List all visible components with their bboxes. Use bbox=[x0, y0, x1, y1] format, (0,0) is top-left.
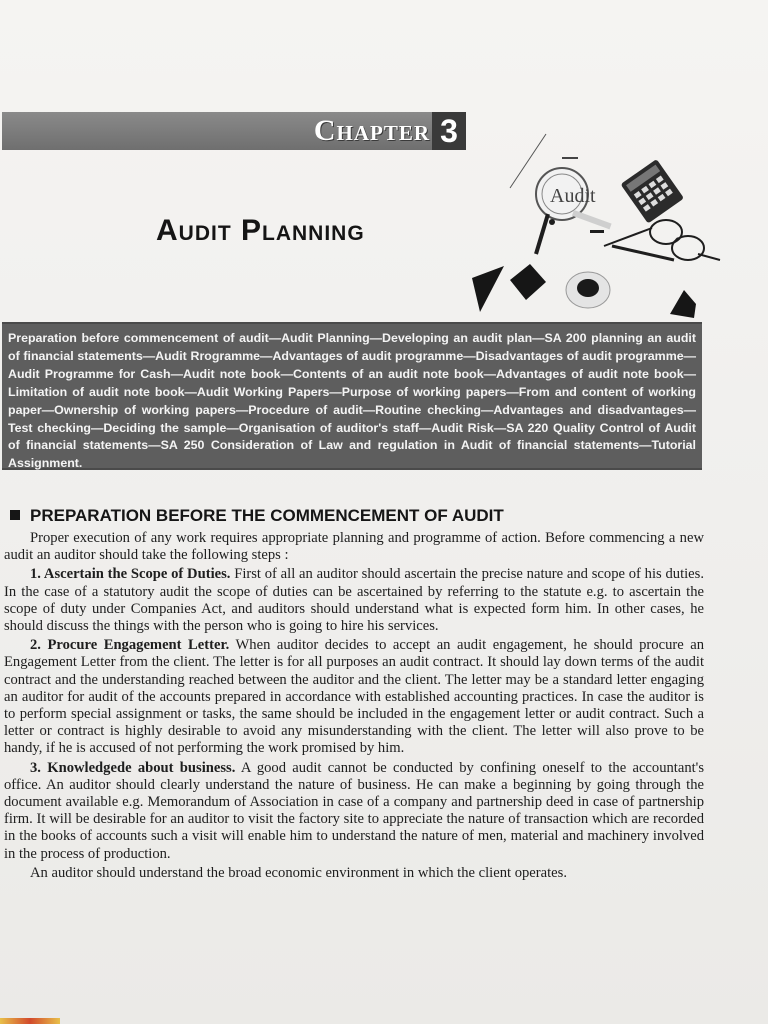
point-title-1: 1. Ascertain the Scope of Duties. bbox=[30, 566, 231, 583]
phone-icon bbox=[472, 266, 504, 312]
section-heading bbox=[10, 506, 730, 526]
point-title-2: 2. Procure Engagement Letter. bbox=[30, 637, 230, 654]
point-title-3: 3. Knowledgede about business. bbox=[30, 759, 236, 776]
closing-paragraph: An auditor should understand the broad economic environment in which the client operates. bbox=[30, 864, 567, 881]
chapter-topics-box bbox=[2, 322, 702, 470]
square-bullet-icon bbox=[10, 510, 20, 520]
pencil-icon bbox=[612, 246, 674, 260]
calculator-icon bbox=[621, 159, 685, 224]
chapter-topics-text: Preparation before commencement of audit—Audit Planning—Developing an audit plan—SA 200 planning an audit of financial statements—Audit Rrogramme—Advantages of audit programme—Disadvantages of audit programme—Audit Programme for Cash—Audit note book—Contents of an audit note book—Advantages of audit note book—Limitation of audit note book—Audit Working Papers—Purpose of working papers—From and content of working paper—Ownership of working papers—Procedure of audit—Routine checking—Advantages and disadvantages—Test checking—Deciding the sample—Organisation of auditor's staff—Audit Risk—SA 220 Quality Control of Audit of financial statements—SA 250 Consideration of Law and regulation in Audit of financial statements—Tutorial Assignment. bbox=[8, 331, 696, 471]
glasses-icon bbox=[604, 220, 720, 260]
magnifier-badge-text: Audit bbox=[550, 185, 596, 207]
section-heading-text: PREPARATION BEFORE THE COMMENCEMENT OF AUDIT bbox=[30, 506, 504, 525]
notebook-icon bbox=[510, 264, 546, 300]
point-paragraph-2 bbox=[4, 637, 704, 757]
chapter-illustration bbox=[470, 128, 730, 318]
tablet-icon bbox=[670, 290, 696, 318]
point-text-2: When auditor decides to accept an audit engagement, he should procure an Engagement Letter from the client. The letter is for all purposes an audit contract. It should lay down terms of the audit contract and the understanding reached between the auditor and the client. The letter may be a standard letter engaging an auditor for audit of the accounts prepared in accordance with established accounting practices. In case the auditor is to perform special assignment or tasks, the same should be included in the engagement letter or audit contract. Such a letter or contract is highly desirable to avoid any misunderstanding with the client. The letter will also prove to be handy, if he is accused of not performing the work promised by him. bbox=[4, 637, 705, 757]
intro-paragraph: Proper execution of any work requires appropriate planning and programme of action. Before commencing a new audit an auditor should take the following steps : bbox=[4, 530, 704, 564]
section-body bbox=[4, 530, 704, 884]
page-edge-mark bbox=[0, 1018, 60, 1024]
chapter-label: Chapter bbox=[313, 114, 430, 147]
point-paragraph-1 bbox=[4, 566, 704, 635]
chapter-title: Audit Planning bbox=[156, 214, 365, 247]
point-text-3: A good audit cannot be conducted by confining oneself to the accountant's office. An auditor should clearly understand the nature of business. He can make a beginning by going through the document available e.g. Memorandum of Association in case of a company and partnership deed in case of partnership firm. It will be desirable for an auditor to visit the factory site to appreciate the nature of transaction which are recorded in the books of accounts such a visit will enable him to understand the nature of men, material and machinery involved in the process of production. bbox=[4, 759, 704, 862]
coffee-cup-icon bbox=[566, 272, 610, 308]
chapter-banner bbox=[2, 112, 466, 150]
pen-icon bbox=[536, 214, 555, 254]
sticky-note-icon bbox=[590, 230, 604, 233]
point-text-1: First of all an auditor should ascertain the precise nature and scope of his duties. In the case of a statutory audit the scope of duties can be ascertained by referring to the statute e.g. to ascertain the scope of duty under Companies Act, and auditors should understand what is expected form him. In other cases, he should discuss the things with the person who is going to hire his services. bbox=[4, 566, 704, 635]
point-paragraph-3 bbox=[4, 760, 704, 863]
chapter-number: 3 bbox=[432, 112, 466, 150]
